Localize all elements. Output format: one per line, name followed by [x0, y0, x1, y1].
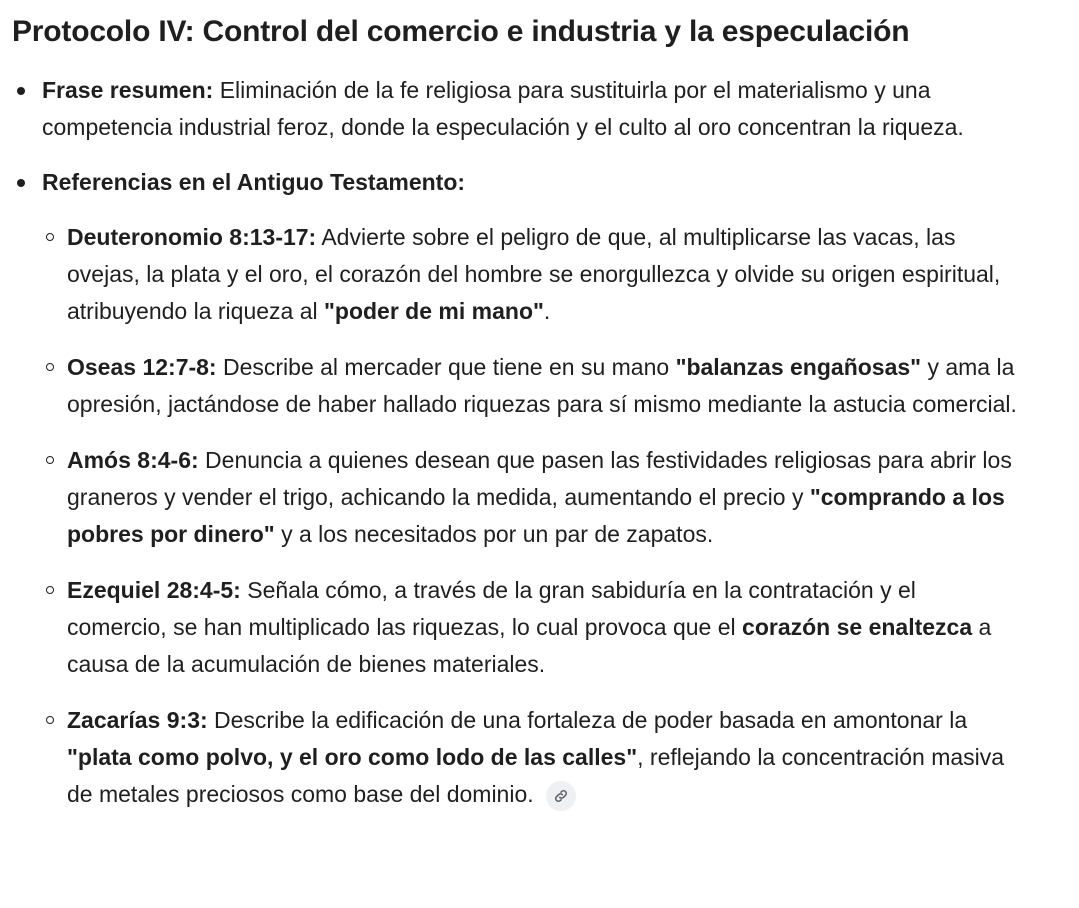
bullet-summary	[0, 72, 1079, 146]
reference-text: Denuncia a quienes desean que pasen las festividades religiosas para abrir los graneros y vender el trigo, achicando la medida, aumentando el precio y	[67, 447, 1012, 510]
summary-label: Frase resumen:	[42, 77, 214, 103]
bullet-references	[0, 164, 1079, 813]
reference-text: Advierte sobre el peligro de que, al multiplicarse las vacas, las ovejas, la plata y el oro, el corazón del hombre se enorgullezca y olvide su origen espiritual, atribuyendo la riqueza al	[67, 224, 1001, 324]
references-label: Referencias en el Antiguo Testamento:	[42, 169, 466, 195]
reference-citation: Zacarías 9:3:	[67, 707, 208, 733]
reference-text: Señala cómo, a través de la gran sabiduría en la contratación y el comercio, se han multiplicado las riquezas, lo cual provoca que el	[67, 577, 916, 640]
reference-text-end: .	[543, 298, 551, 324]
reference-text-end: y a los necesitados por un par de zapatos.	[281, 521, 714, 547]
reference-item-oseas	[42, 349, 1039, 423]
reference-quote: "poder de mi mano"	[324, 298, 544, 324]
reference-item-deuteronomio	[42, 219, 1039, 330]
link-icon	[553, 788, 569, 804]
reference-item-zacarias	[42, 702, 1039, 813]
reference-quote: "comprando a los pobres por dinero"	[67, 484, 1005, 547]
reference-citation: Amós 8:4-6:	[67, 447, 199, 473]
reference-citation: Ezequiel 28:4-5:	[67, 577, 241, 603]
reference-citation: Deuteronomio 8:13-17:	[67, 224, 317, 250]
reference-quote: "plata como polvo, y el oro como lodo de las calles"	[67, 744, 638, 770]
reference-text-end: a causa de la acumulación de bienes materiales.	[67, 614, 992, 677]
bullet-list	[0, 72, 1079, 832]
source-link-button[interactable]	[546, 781, 576, 811]
reference-text-end: y ama la opresión, jactándose de haber hallado riquezas para sí mismo mediante la astucia comercial.	[67, 354, 1017, 417]
section-title: Protocolo IV: Control del comercio e industria y la especulación	[12, 15, 910, 48]
reference-item-amos	[42, 442, 1039, 553]
reference-text: Describe la edificación de una fortaleza de poder basada en amontonar la	[214, 707, 968, 733]
references-list	[42, 219, 1039, 813]
reference-quote: "balanzas engañosas"	[675, 354, 922, 380]
summary-text: Eliminación de la fe religiosa para sustituirla por el materialismo y una competencia industrial feroz, donde la especulación y el culto al oro concentran la riqueza.	[42, 77, 964, 140]
reference-item-ezequiel	[42, 572, 1039, 683]
reference-emphasis: corazón se enaltezca	[742, 614, 973, 640]
reference-text-end: , reflejando la concentración masiva de metales preciosos como base del dominio.	[67, 744, 1005, 807]
reference-text: Describe al mercader que tiene en su mano	[222, 354, 670, 380]
reference-citation: Oseas 12:7-8:	[67, 354, 217, 380]
